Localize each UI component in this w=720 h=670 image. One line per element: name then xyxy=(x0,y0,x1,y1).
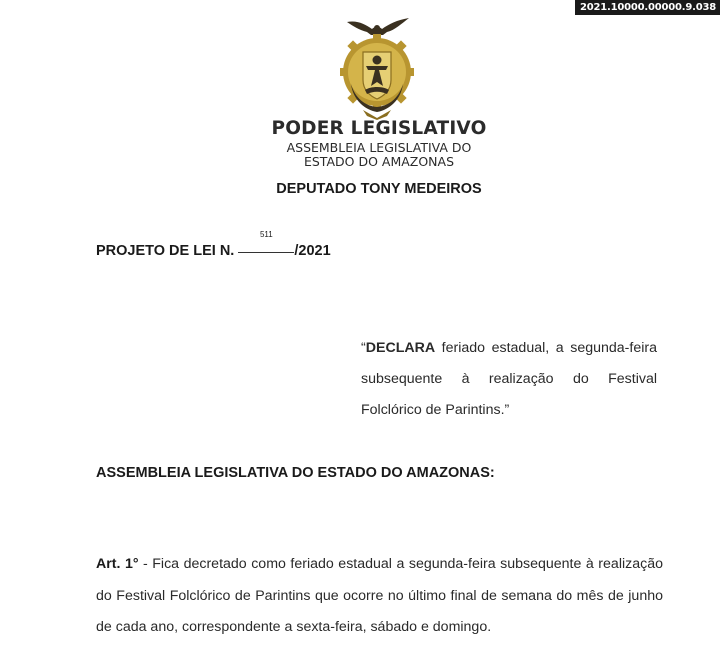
article-1-text: - Fica decretado como feriado estadual a segunda-feira subsequente à realização do Festival Folclórico de Parintins que ocorre no último final de semana do mês de junho de cada ano, correspondente a sexta-feira, sábado e domingo. xyxy=(96,556,663,635)
coat-of-arms-emblem-icon xyxy=(339,12,415,122)
bill-summary xyxy=(361,333,657,426)
header-title: PODER LEGISLATIVO xyxy=(271,118,487,139)
article-1 xyxy=(96,549,663,644)
article-1-label: Art. 1° xyxy=(96,556,139,572)
deputy-name: DEPUTADO TONY MEDEIROS xyxy=(276,181,482,197)
header-subtitle-line2: ESTADO DO AMAZONAS xyxy=(303,154,455,169)
document-code-stamp: 2021.10000.00000.9.038 xyxy=(575,0,720,15)
bill-prefix: PROJETO DE LEI N. xyxy=(96,243,235,259)
bill-number: 511 xyxy=(259,230,273,239)
summary-bold-word: DECLARA xyxy=(365,340,436,356)
header-subtitle-line1: ASSEMBLEIA LEGISLATIVA DO xyxy=(286,140,472,155)
bill-number-field xyxy=(238,230,294,255)
bill-number-underline xyxy=(238,252,294,253)
assembly-heading: ASSEMBLEIA LEGISLATIVA DO ESTADO DO AMAZONAS: xyxy=(96,465,495,481)
bill-year: /2021 xyxy=(294,243,331,259)
bill-heading xyxy=(96,230,331,259)
summary-open-quote: “ xyxy=(361,340,366,356)
summary-text: feriado estadual, a segunda-feira subsequente à realização do Festival Folclórico de Parintins.” xyxy=(361,340,657,418)
